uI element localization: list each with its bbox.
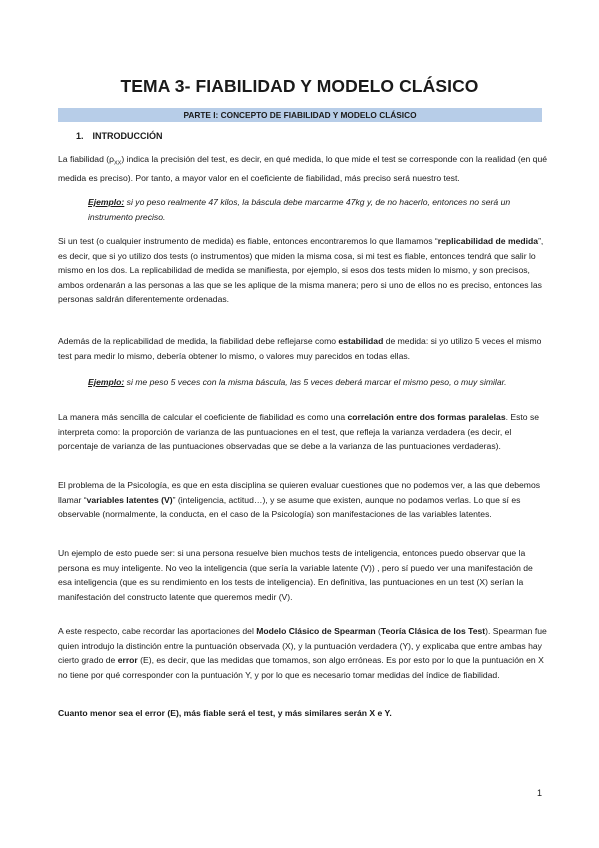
example-2: Ejemplo: si me peso 5 veces con la misma báscula, las 5 veces deberá marcar el mismo peso, o muy similar. <box>88 377 507 387</box>
paragraph-conclusion: Cuanto menor sea el error (E), más fiable será el test, y más similares serán X e Y. <box>58 708 392 718</box>
paragraph-replicability: Si un test (o cualquier instrumento de medida) es fiable, entonces encontraremos lo que llamamos “replicabilidad de medida”, es decir, que si yo utilizo dos tests (o instrumentos) que miden la misma cosa, si mi test es fiable, entonces tendrá que salir lo mismo en los dos. La replicabilidad de medida se manifiesta, por ejemplo, si esos dos tests miden lo mismo, y son precisos, ambos ordenarán a las personas a las que se les aplique de la misma manera; pero si uno de ellos no es preciso, entonces las personas saldrán diferentemente ordenadas. <box>58 236 544 304</box>
document-title: TEMA 3- FIABILIDAD Y MODELO CLÁSICO <box>120 76 479 96</box>
example-1: Ejemplo: si yo peso realmente 47 kilos, la báscula debe marcarme 47kg y, de no hacerlo, entonces no será un instrumento preciso. <box>88 197 511 222</box>
section-label: INTRODUCCIÓN <box>92 131 163 141</box>
example-label: Ejemplo: <box>88 197 125 207</box>
paragraph-definition: La fiabilidad $(\rho_{XX})$ indica la precisión del test, es decir, en qué medida, lo que mide el test se corresponde con la realidad (en qué medida es preciso). Por tanto, a mayor valor en el coeficiente de fiabilidad, más preciso será nuestro test. <box>58 154 548 184</box>
part-heading: PARTE I: CONCEPTO DE FIABILIDAD Y MODELO CLÁSICO <box>58 108 542 122</box>
paragraph-spearman: A este respecto, cabe recordar las aportaciones del Modelo Clásico de Spearman (Teoría Clásica de los Test). Spearman fue quien introdujo la distinción entre la puntuación observada (X), y la puntuación verdadera (Y), y explicaba que entre ambas hay cierto grado de error (E), es decir, que las medidas que tomamos, son algo erróneas. Es por esto por lo que la puntuación en X no tiene por qué corresponder con la puntuación Y, y por lo que es necesario tomar medidas del índice de fiabilidad. <box>58 626 547 680</box>
paragraph-stability: Además de la replicabilidad de medida, la fiabilidad debe reflejarse como estabilidad de medida: si yo utilizo 5 veces el mismo test para medir lo mismo, debería obtener lo mismo, o valores muy parecidos en todas ellas. <box>58 336 542 361</box>
section-heading <box>76 131 163 141</box>
section-number: 1. <box>76 131 84 141</box>
paragraph-example-intelligence: Un ejemplo de esto puede ser: si una persona resuelve bien muchos tests de inteligencia, entonces puedo observar que la persona es muy inteligente. No veo la inteligencia (que sería la variable latente (V)) , pero sí puedo ver una manifestación de esa inteligencia (que es su rendimiento en los tests de inteligencia). En definitiva, las puntuaciones en un test (X) serían la manifestación del constructo latente que queremos medir (V). <box>58 548 533 602</box>
example-label: Ejemplo: <box>88 377 125 387</box>
paragraph-correlation: La manera más sencilla de calcular el coeficiente de fiabilidad es como una correlación entre dos formas paralelas. Esto se interpreta como: la proporción de varianza de las puntuaciones en el test, que refleja la varianza verdadera (es decir, el porcentaje de varianza de las puntuaciones observadas que se debe a la varianza de las puntuaciones verdaderas). <box>58 412 540 451</box>
page-number: 1 <box>537 788 543 798</box>
paragraph-latent-variables: El problema de la Psicología, es que en esta disciplina se quieren evaluar cuestiones que no podemos ver, a las que debemos llamar “variables latentes (V)” (inteligencia, actitud…), y se asume que existen, aunque no podamos verlas. Lo que sí es observable (normalmente, la conducta, en el caso de la Psicología) son manifestaciones de las variables latentes. <box>58 480 541 519</box>
